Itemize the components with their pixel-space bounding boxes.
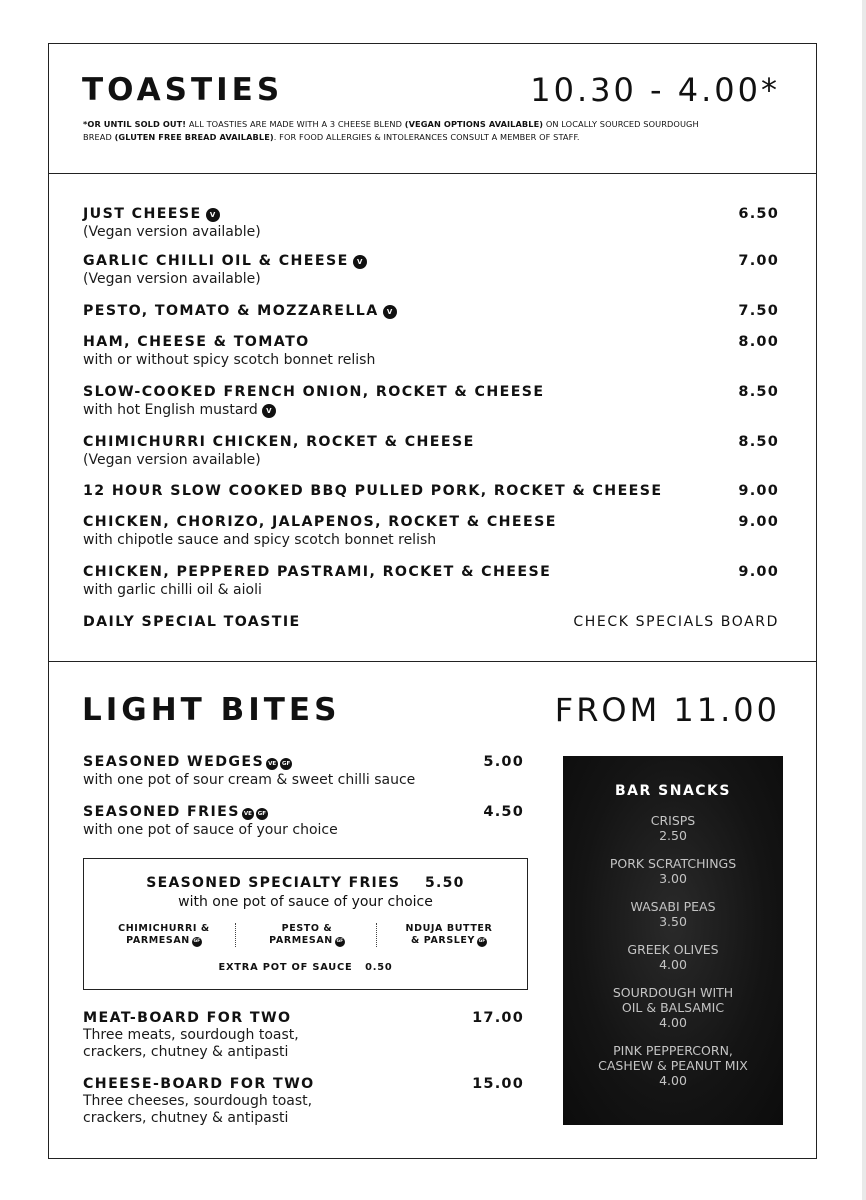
item-price: 8.00 <box>738 334 779 350</box>
item-description: (Vegan version available) <box>83 271 261 287</box>
menu-item <box>83 1009 299 1061</box>
menu-item <box>83 513 557 549</box>
header-divider <box>48 173 817 174</box>
menu-item <box>83 383 545 419</box>
item-name: PESTO, TOMATO & MOZZARELLA <box>83 303 379 319</box>
specialty-title-row <box>84 875 527 891</box>
item-name: SLOW-COOKED FRENCH ONION, ROCKET & CHEESE <box>83 384 545 400</box>
item-name: 12 HOUR SLOW COOKED BBQ PULLED PORK, ROCKET & CHEESE <box>83 483 663 499</box>
specialty-fries-box <box>83 858 528 990</box>
item-price: 7.00 <box>738 253 779 269</box>
toasties-note: *OR UNTIL SOLD OUT! ALL TOASTIES ARE MADE WITH A 3 CHEESE BLEND (VEGAN OPTIONS AVAILABLE) ON LOCALLY SOURCED SOURDOUGH BREAD (GLUTEN FREE BREAD AVAILABLE). FOR FOOD ALLERGIES & INTOLERANCES CONSULT A MEMBER OF STAFF. <box>83 119 699 142</box>
item-description: with hot English mustard <box>83 402 258 418</box>
menu-item <box>83 433 475 469</box>
item-price: 17.00 <box>472 1010 524 1026</box>
item-description: (Vegan version available) <box>83 452 261 468</box>
specialty-subtitle: with one pot of sauce of your choice <box>178 894 433 910</box>
item-price: 9.00 <box>738 483 779 499</box>
menu-item <box>83 1075 315 1127</box>
item-name: CHICKEN, PEPPERED PASTRAMI, ROCKET & CHEESE <box>83 564 552 580</box>
specialty-option: CHIMICHURRI & PARMESAN GF <box>118 923 210 946</box>
item-price: 8.50 <box>738 384 779 400</box>
specialty-price: 5.50 <box>424 875 465 891</box>
bar-snack-item: PORK SCRATCHINGS 3.00 <box>609 856 737 886</box>
extra-sauce: EXTRA POT OF SAUCE 0.50 <box>218 962 393 973</box>
item-name: DAILY SPECIAL TOASTIE <box>83 614 301 630</box>
menu-item <box>83 482 662 500</box>
light-bites-title: LIGHT BITES <box>82 692 341 728</box>
item-price: 4.50 <box>483 804 524 820</box>
specialty-option: PESTO & PARMESAN GF <box>269 923 344 946</box>
bar-snack-item: SOURDOUGH WITH OIL & BALSAMIC 4.00 <box>612 985 734 1030</box>
item-name: JUST CHEESE <box>83 206 202 222</box>
item-price: 9.00 <box>738 564 779 580</box>
specialty-option: NDUJA BUTTER & PARSLEY GF <box>405 923 493 946</box>
item-price: 7.50 <box>738 303 779 319</box>
item-name: CHICKEN, CHORIZO, JALAPENOS, ROCKET & CHEESE <box>83 514 557 530</box>
light-bites-hours: FROM 11.00 <box>554 691 780 729</box>
daily-special-note: CHECK SPECIALS BOARD <box>573 614 779 630</box>
gluten-free-badge: GF <box>477 937 487 947</box>
bar-snack-item: PINK PEPPERCORN, CASHEW & PEANUT MIX 4.00 <box>598 1043 748 1088</box>
toasties-hours: 10.30 - 4.00* <box>530 71 780 109</box>
item-name: HAM, CHEESE & TOMATO <box>83 334 310 350</box>
item-name: MEAT-BOARD FOR TWO <box>83 1010 292 1026</box>
menu-item <box>83 613 301 631</box>
menu-item <box>83 753 415 789</box>
option-separator <box>235 923 236 947</box>
item-price: 15.00 <box>472 1076 524 1092</box>
item-name: SEASONED FRIES <box>83 804 240 820</box>
option-separator <box>376 923 377 947</box>
gluten-free-badge: GF <box>256 808 268 820</box>
item-name: SEASONED WEDGES <box>83 754 265 770</box>
item-description: Three cheeses, sourdough toast, <box>83 1093 313 1109</box>
item-description: with one pot of sauce of your choice <box>83 822 338 838</box>
vegan-badge: VE <box>266 758 278 770</box>
vegetarian-badge: V <box>353 255 367 269</box>
bar-snacks-panel <box>563 756 783 1125</box>
specialty-title: SEASONED SPECIALTY FRIES <box>146 875 401 891</box>
toasties-title: TOASTIES <box>82 72 284 108</box>
gluten-free-badge: GF <box>192 937 202 947</box>
gluten-free-badge: GF <box>280 758 292 770</box>
bar-snack-item: GREEK OLIVES 4.00 <box>627 942 719 972</box>
bar-snack-item: WASABI PEAS 3.50 <box>630 899 716 929</box>
item-price: 5.00 <box>483 754 524 770</box>
item-price: 6.50 <box>738 206 779 222</box>
gluten-free-badge: GF <box>335 937 345 947</box>
vegetarian-badge: V <box>206 208 220 222</box>
section-divider <box>48 661 817 662</box>
item-description: with garlic chilli oil & aioli <box>83 582 262 598</box>
item-description: (Vegan version available) <box>83 224 261 240</box>
menu-item <box>83 563 551 599</box>
menu-item <box>83 205 261 241</box>
item-description: Three meats, sourdough toast, <box>83 1027 299 1043</box>
vegetarian-badge: V <box>262 404 276 418</box>
menu-item <box>83 302 397 320</box>
vegan-badge: VE <box>242 808 254 820</box>
item-name: CHIMICHURRI CHICKEN, ROCKET & CHEESE <box>83 434 475 450</box>
bar-snacks-title: BAR SNACKS <box>614 783 731 799</box>
item-name: GARLIC CHILLI OIL & CHEESE <box>83 253 349 269</box>
item-description: crackers, chutney & antipasti <box>83 1110 289 1126</box>
item-price: 9.00 <box>738 514 779 530</box>
vegetarian-badge: V <box>383 305 397 319</box>
item-name: CHEESE-BOARD FOR TWO <box>83 1076 315 1092</box>
item-description: crackers, chutney & antipasti <box>83 1044 289 1060</box>
item-price: 8.50 <box>738 434 779 450</box>
menu-item <box>83 803 338 839</box>
item-description: with one pot of sour cream & sweet chilli sauce <box>83 772 416 788</box>
menu-item <box>83 333 375 369</box>
bar-snack-item: CRISPS 2.50 <box>650 813 696 843</box>
item-description: with chipotle sauce and spicy scotch bonnet relish <box>83 532 437 548</box>
item-description: with or without spicy scotch bonnet relish <box>83 352 376 368</box>
menu-item <box>83 252 367 288</box>
